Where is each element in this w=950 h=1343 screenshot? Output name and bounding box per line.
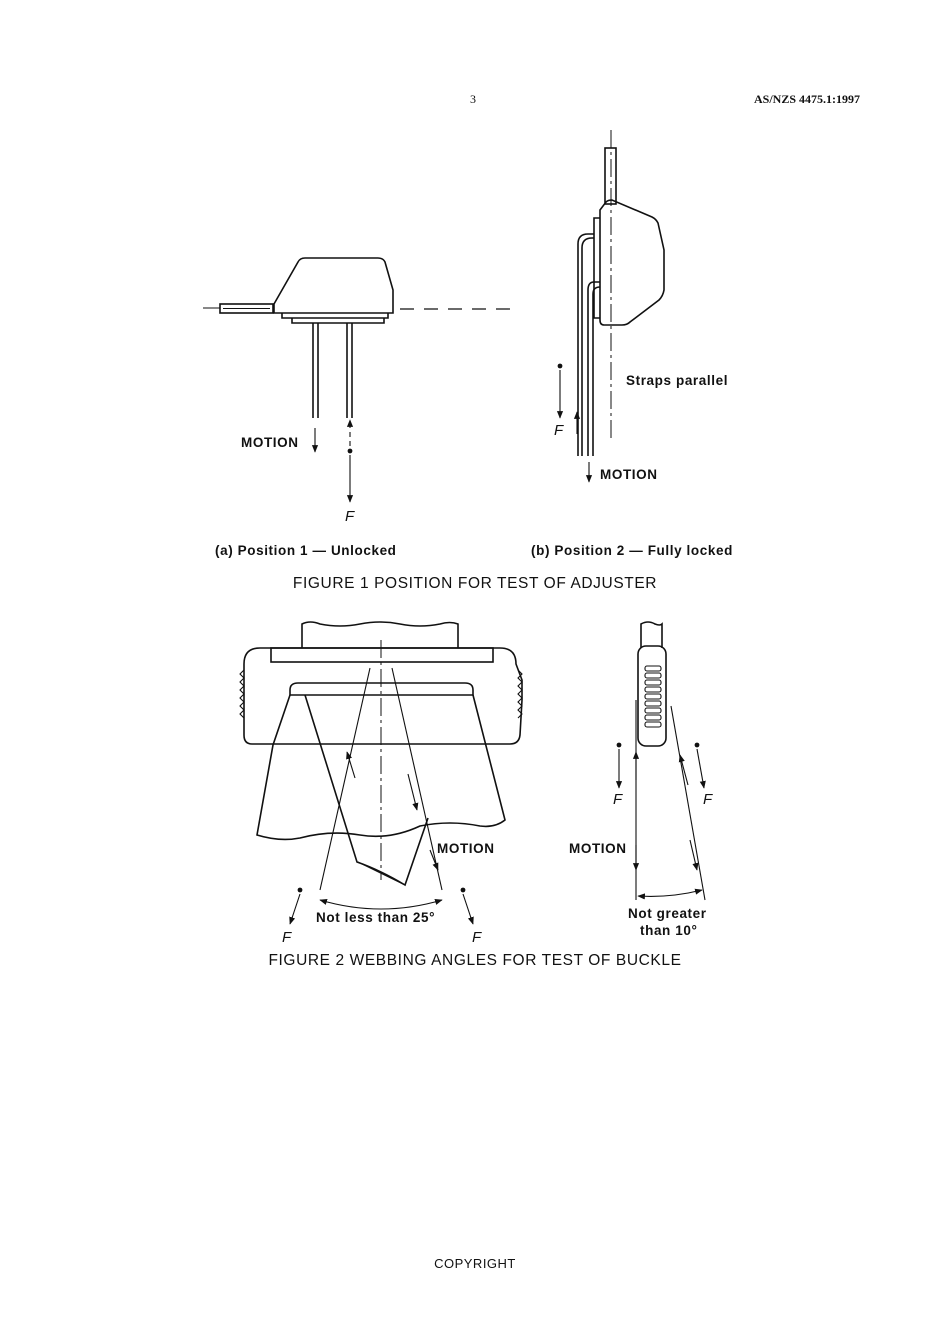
angle-label-10-line1: Not greater	[628, 906, 707, 921]
adjuster-unlocked-drawing	[203, 258, 510, 558]
force-label-2-left-a: F	[282, 929, 292, 946]
figure-1-caption: FIGURE 1 POSITION FOR TEST OF ADJUSTER	[292, 575, 658, 592]
motion-label-b: MOTION	[600, 467, 658, 482]
standard-code: AS/NZS 4475.1:1997	[753, 92, 860, 106]
subcaption-b: (b) Position 2 — Fully locked	[531, 543, 733, 558]
motion-label-2-left: MOTION	[437, 841, 495, 856]
figure-2-drawing	[0, 600, 950, 950]
adjuster-locked-drawing	[531, 130, 733, 558]
force-label-2-left-b: F	[472, 929, 482, 946]
force-label-2-right-b: F	[703, 791, 713, 808]
buckle-front-drawing	[240, 622, 522, 946]
figure-1-drawing	[0, 0, 950, 570]
motion-label-2-right: MOTION	[569, 841, 627, 856]
page-number: 3	[470, 92, 476, 106]
copyright-footer: COPYRIGHT	[434, 1256, 516, 1271]
force-label-a: F	[345, 508, 355, 525]
figure-2-caption: FIGURE 2 WEBBING ANGLES FOR TEST OF BUCKLE	[268, 952, 682, 969]
force-label-b: F	[554, 422, 564, 439]
buckle-ridges	[645, 666, 661, 727]
motion-label-a: MOTION	[241, 435, 299, 450]
straps-parallel-note: Straps parallel	[626, 373, 729, 388]
angle-label-25: Not less than 25°	[316, 910, 436, 925]
buckle-side-drawing	[569, 622, 713, 938]
angle-label-10-line2: than 10°	[640, 923, 698, 938]
subcaption-a: (a) Position 1 — Unlocked	[215, 543, 397, 558]
force-label-2-right-a: F	[613, 791, 623, 808]
